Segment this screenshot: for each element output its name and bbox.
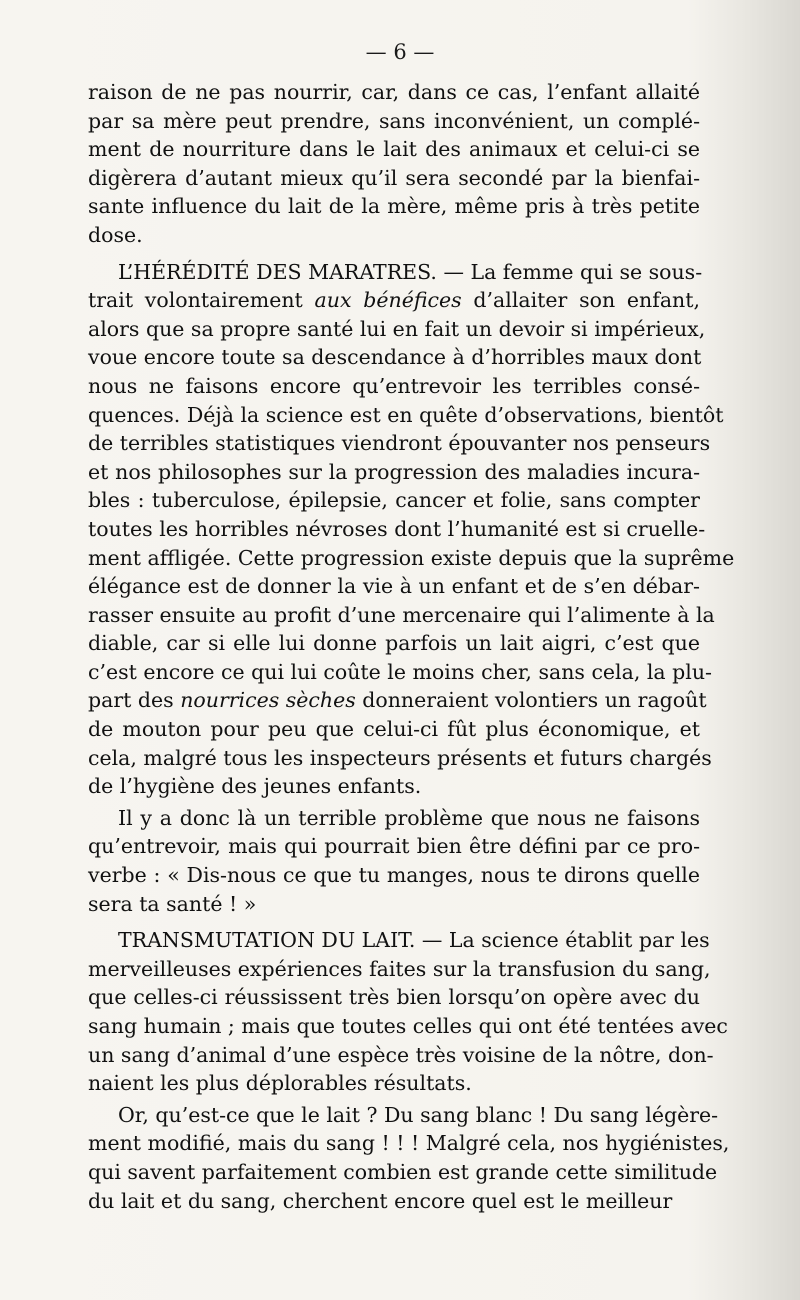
text-segment: diable, car si elle lui donne parfois un lait aigri, c’est que (88, 631, 700, 656)
text-line (88, 832, 700, 861)
text-segment: voue encore toute sa descendance à d’horribles maux dont (88, 345, 702, 370)
text-line (88, 515, 706, 544)
text-segment: sera ta santé ! » (88, 891, 257, 916)
text-line (88, 221, 700, 250)
text-segment: de terribles statistiques viendront épouvanter nos penseurs (88, 431, 711, 456)
text-segment: et nos philosophes sur la progression des maladies incura- (88, 459, 700, 484)
paragraph-gap (88, 250, 700, 258)
text-line (88, 926, 710, 955)
text-segment: trait volontairement (88, 288, 315, 313)
text-line (88, 372, 700, 401)
page-number: — 6 — (365, 40, 435, 64)
text-line (88, 135, 700, 164)
text-segment: quences. Déjà la science est en quête d’observations, bientôt (88, 402, 724, 427)
text-line (88, 658, 712, 687)
text-segment: un sang d’animal d’une espèce très voisine de la nôtre, don- (88, 1042, 714, 1067)
text-segment: part des (88, 688, 181, 713)
text-segment: Or, qu’est-ce que le lait ? Du sang blanc ! Du sang légère- (118, 1102, 719, 1127)
text-line (88, 429, 711, 458)
text-line (88, 1041, 714, 1070)
text-segment: par sa mère peut prendre, sans inconvénient, un complé- (88, 108, 700, 133)
text-line (88, 192, 700, 221)
text-segment: d’allaiter son enfant, (461, 288, 700, 313)
text-segment: nous ne faisons encore qu’entrevoir les terribles consé- (88, 373, 700, 398)
paragraph (88, 804, 700, 918)
text-line (88, 744, 712, 773)
text-line (88, 1187, 700, 1216)
text-line (88, 544, 735, 573)
text-segment: alors que sa propre santé lui en fait un devoir si impérieux, (88, 316, 706, 341)
text-line (88, 1012, 728, 1041)
text-line (88, 107, 700, 136)
body-text (88, 78, 735, 1215)
text-line (88, 890, 700, 919)
text-segment: merveilleuses expériences faites sur la transfusion du sang, (88, 956, 711, 981)
text-line (88, 486, 700, 515)
text-segment: que celles-ci réussissent très bien lorsqu’on opère avec du (88, 985, 700, 1010)
text-segment: bles : tuberculose, épilepsie, cancer et folie, sans compter (88, 488, 700, 513)
text-segment: ment affligée. Cette progression existe depuis que la suprême (88, 545, 735, 570)
text-segment: du lait et du sang, cherchent encore quel est le meilleur (88, 1188, 673, 1213)
text-segment: sante influence du lait de la mère, même pris à très petite (88, 194, 700, 219)
text-segment: qui savent parfaitement combien est grande cette similitude (88, 1159, 718, 1184)
italic-text: aux bénéfices (314, 288, 462, 313)
text-segment: dose. (88, 222, 143, 247)
text-line (88, 955, 711, 984)
text-segment: qu’entrevoir, mais qui pourrait bien être défini par ce pro- (88, 834, 700, 859)
text-segment: digèrera d’autant mieux qu’il sera secondé par la bienfai- (88, 165, 700, 190)
text-line (88, 258, 703, 287)
text-line (88, 686, 707, 715)
paragraph-gap (88, 918, 700, 926)
text-segment: rasser ensuite au profit d’une mercenaire qui l’alimente à la (88, 602, 715, 627)
text-line (88, 286, 700, 315)
text-segment: raison de ne pas nourrir, car, dans ce cas, l’enfant allaité (88, 80, 700, 104)
text-segment: élégance est de donner la vie à un enfant et de s’en débar- (88, 574, 700, 599)
text-line (88, 401, 724, 430)
text-line (88, 315, 706, 344)
paragraph (88, 926, 728, 1098)
text-line (88, 164, 700, 193)
italic-text: nourrices sèches (180, 688, 356, 713)
paragraph (88, 78, 700, 250)
text-segment: naient les plus déplorables résultats. (88, 1071, 472, 1096)
text-line (88, 804, 700, 833)
text-segment: L’HÉRÉDITÉ DES MARATRES. — La femme qui se sous- (118, 259, 703, 284)
text-line (88, 772, 700, 801)
text-segment: toutes les horribles névroses dont l’humanité est si cruelle- (88, 516, 706, 541)
text-line (88, 983, 700, 1012)
text-line (88, 1101, 719, 1130)
text-line (88, 572, 700, 601)
text-line (88, 629, 700, 658)
text-segment: c’est encore ce qui lui coûte le moins cher, sans cela, la plu- (88, 659, 712, 684)
text-line (88, 1158, 718, 1187)
text-line (88, 861, 700, 890)
text-segment: TRANSMUTATION DU LAIT. — La science établit par les (118, 928, 710, 953)
text-line (88, 78, 700, 107)
text-line (88, 1069, 700, 1098)
text-line (88, 458, 700, 487)
text-segment: sang humain ; mais que toutes celles qui ont été tentées avec (88, 1014, 728, 1038)
text-segment: ment de nourriture dans le lait des animaux et celui-ci se (88, 137, 700, 162)
paragraph (88, 258, 735, 801)
text-segment: de mouton pour peu que celui-ci fût plus économique, et (88, 717, 700, 742)
paragraph (88, 1101, 730, 1215)
text-line (88, 715, 700, 744)
text-segment: verbe : « Dis-nous ce que tu manges, nous te dirons quelle (88, 863, 700, 888)
text-segment: Il y a donc là un terrible problème que nous ne faisons (118, 805, 700, 830)
text-segment: donneraient volontiers un ragoût (355, 688, 707, 713)
text-segment: de l’hygiène des jeunes enfants. (88, 774, 422, 799)
text-line (88, 1129, 730, 1158)
text-segment: ment modifié, mais du sang ! ! ! Malgré cela, nos hygiénistes, (88, 1131, 730, 1156)
text-line (88, 601, 715, 630)
text-segment: cela, malgré tous les inspecteurs présents et futurs chargés (88, 745, 712, 770)
text-line (88, 343, 700, 372)
